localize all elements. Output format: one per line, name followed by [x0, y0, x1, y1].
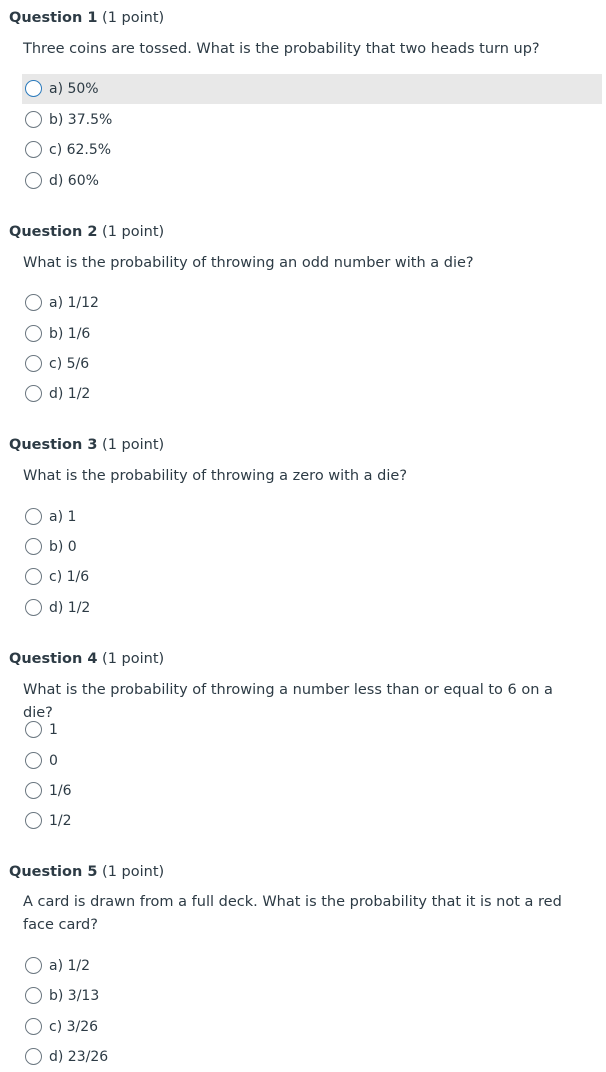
radio-button[interactable]: [25, 1018, 42, 1035]
answer-option-d[interactable]: [22, 166, 602, 196]
radio-button[interactable]: [25, 957, 42, 974]
question-title: Question 1: [9, 10, 98, 26]
radio-button[interactable]: [25, 1048, 42, 1065]
answer-label: d) 60%: [49, 173, 99, 189]
question-title: Question 3: [9, 437, 98, 453]
answer-label: b) 0: [49, 539, 77, 555]
radio-button[interactable]: [25, 172, 42, 189]
answer-label: 1/2: [49, 813, 72, 829]
question-title: Question 2: [9, 224, 98, 240]
question-header: [9, 649, 164, 669]
answer-option-b[interactable]: [22, 319, 602, 349]
radio-button[interactable]: [25, 568, 42, 585]
question-header: [9, 8, 164, 28]
answer-option-2[interactable]: [22, 746, 602, 776]
radio-button[interactable]: [25, 294, 42, 311]
answer-option-c[interactable]: [22, 1012, 602, 1042]
answer-option-a[interactable]: [22, 502, 602, 532]
answer-label: a) 1: [49, 509, 77, 525]
question-points: (1 point): [102, 437, 165, 453]
question-text: What is the probability of throwing a number less than or equal to 6 on a die?: [23, 682, 553, 721]
radio-button[interactable]: [25, 141, 42, 158]
radio-button[interactable]: [25, 782, 42, 799]
answer-option-4[interactable]: [22, 806, 602, 836]
answer-option-a[interactable]: [22, 951, 602, 981]
radio-button[interactable]: [25, 385, 42, 402]
radio-button[interactable]: [25, 355, 42, 372]
answer-label: b) 3/13: [49, 988, 100, 1004]
answer-label: b) 37.5%: [49, 112, 113, 128]
radio-button[interactable]: [25, 508, 42, 525]
answer-label: 1/6: [49, 783, 72, 799]
question-text: What is the probability of throwing a zero with a die?: [23, 468, 408, 484]
question-points: (1 point): [102, 224, 165, 240]
answer-option-3[interactable]: [22, 776, 602, 806]
answer-option-b[interactable]: [22, 105, 602, 135]
answer-option-b[interactable]: [22, 981, 602, 1011]
answer-label: c) 62.5%: [49, 142, 112, 158]
radio-button[interactable]: [25, 80, 42, 97]
answer-option-c[interactable]: [22, 349, 602, 379]
radio-button[interactable]: [25, 752, 42, 769]
answer-label: d) 23/26: [49, 1049, 109, 1065]
answer-option-1[interactable]: [22, 715, 602, 745]
answer-option-c[interactable]: [22, 562, 602, 592]
answer-option-d[interactable]: [22, 379, 602, 409]
radio-button[interactable]: [25, 111, 42, 128]
radio-button[interactable]: [25, 599, 42, 616]
answer-option-d[interactable]: [22, 1042, 602, 1072]
radio-button[interactable]: [25, 987, 42, 1004]
answer-label: a) 1/12: [49, 295, 99, 311]
question-text: What is the probability of throwing an odd number with a die?: [23, 255, 474, 271]
answer-option-b[interactable]: [22, 532, 602, 562]
question-header: [9, 435, 164, 455]
answer-label: a) 1/2: [49, 958, 91, 974]
answer-label: d) 1/2: [49, 600, 91, 616]
radio-button[interactable]: [25, 812, 42, 829]
question-points: (1 point): [102, 10, 165, 26]
question-text: Three coins are tossed. What is the probability that two heads turn up?: [23, 41, 540, 57]
answer-label: c) 1/6: [49, 569, 90, 585]
answer-option-c[interactable]: [22, 135, 602, 165]
answer-label: c) 5/6: [49, 356, 90, 372]
question-points: (1 point): [102, 651, 165, 667]
question-header: [9, 222, 164, 242]
radio-button[interactable]: [25, 721, 42, 738]
radio-button[interactable]: [25, 538, 42, 555]
question-header: [9, 862, 164, 882]
answer-label: d) 1/2: [49, 386, 91, 402]
answer-option-d[interactable]: [22, 593, 602, 623]
question-text: A card is drawn from a full deck. What is the probability that it is not a red face card?: [23, 894, 562, 933]
answer-label: 1: [49, 722, 58, 738]
question-title: Question 5: [9, 864, 98, 880]
question-points: (1 point): [102, 864, 165, 880]
radio-button[interactable]: [25, 325, 42, 342]
question-title: Question 4: [9, 651, 98, 667]
answer-option-a[interactable]: [22, 74, 602, 104]
answer-label: b) 1/6: [49, 326, 91, 342]
answer-label: 0: [49, 753, 58, 769]
answer-option-a[interactable]: [22, 288, 602, 318]
answer-label: c) 3/26: [49, 1019, 99, 1035]
answer-label: a) 50%: [49, 81, 99, 97]
